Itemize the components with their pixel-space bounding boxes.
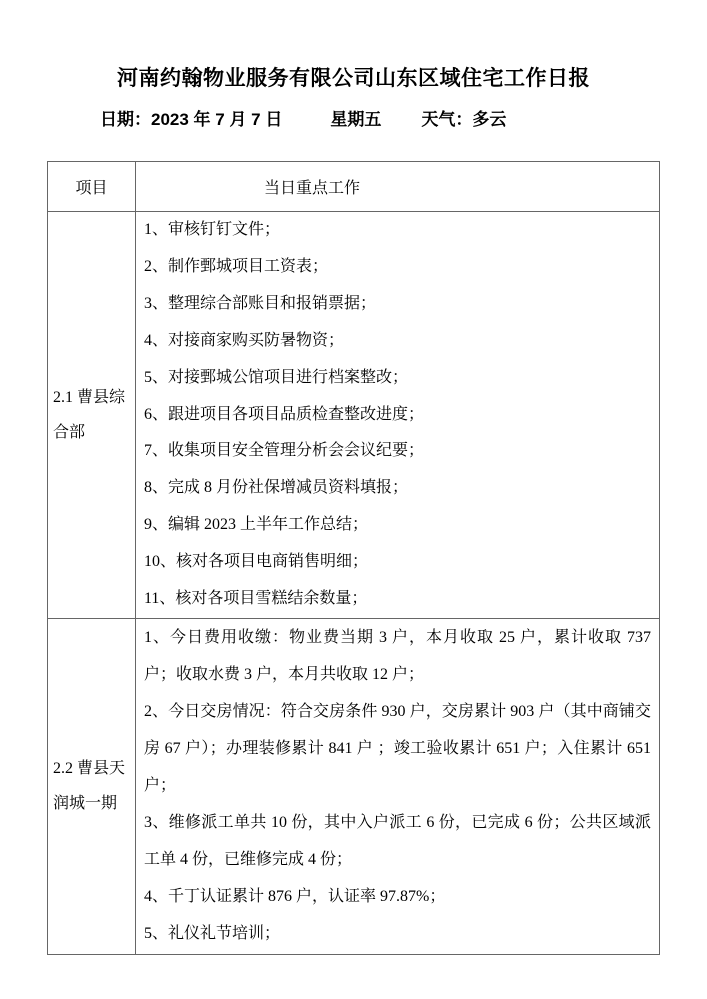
column-header-tasks: 当日重点工作 [136,162,660,212]
project-cell: 2.1 曹县综合部 [48,212,136,619]
task-item: 2、今日交房情况：符合交房条件 930 户，交房累计 903 户（其中商铺交房 67 户）；办理装修累计 841 户 ；竣工验收累计 651 户；入住累计 651 户； [144,702,651,794]
task-item: 9、编辑 2023 上半年工作总结； [144,516,369,534]
task-item: 4、对接商家购买防暑物资； [144,331,345,349]
date-value: 日期：2023 年 7 月 7 日 [100,110,283,129]
weekday-value: 星期五 [330,110,382,129]
task-item: 2、制作鄄城项目工资表； [144,257,329,275]
task-item: 7、收集项目安全管理分析会会议纪要； [144,442,425,460]
task-item: 3、维修派工单共 10 份，其中入户派工 6 份，已完成 6 份；公共区域派工单 4 份，已维修完成 4 份； [144,813,651,868]
tasks-cell [136,618,660,954]
task-item: 5、礼仪礼节培训； [144,924,281,942]
task-item: 11、核对各项目雪糕结余数量； [144,590,368,608]
project-cell: 2.2 曹县天润城一期 [48,618,136,954]
task-item: 10、核对各项目电商销售明细； [144,553,369,571]
daily-report-table [47,161,660,955]
task-item: 3、整理综合部账目和报销票据； [144,294,377,312]
page-title: 河南约翰物业服务有限公司山东区域住宅工作日报 [117,67,590,90]
table-row [48,618,660,954]
table-row [48,212,660,619]
table-header-row [48,162,660,212]
task-item: 5、对接鄄城公馆项目进行档案整改； [144,368,409,386]
task-item: 6、跟进项目各项目品质检查整改进度； [144,405,425,423]
task-item: 4、千丁认证累计 876 户，认证率 97.87%； [144,887,446,905]
task-item: 1、审核钉钉文件； [144,221,281,238]
column-header-project: 项目 [48,162,136,212]
task-item: 1、今日费用收缴：物业费当期 3 户，本月收取 25 户，累计收取 737 户；收取水费 3 户，本月共收取 12 户； [144,628,651,683]
date-line [100,110,506,130]
weather-value: 天气：多云 [421,110,507,129]
task-item: 8、完成 8 月份社保增减员资料填报； [144,479,409,497]
tasks-cell [136,212,660,619]
